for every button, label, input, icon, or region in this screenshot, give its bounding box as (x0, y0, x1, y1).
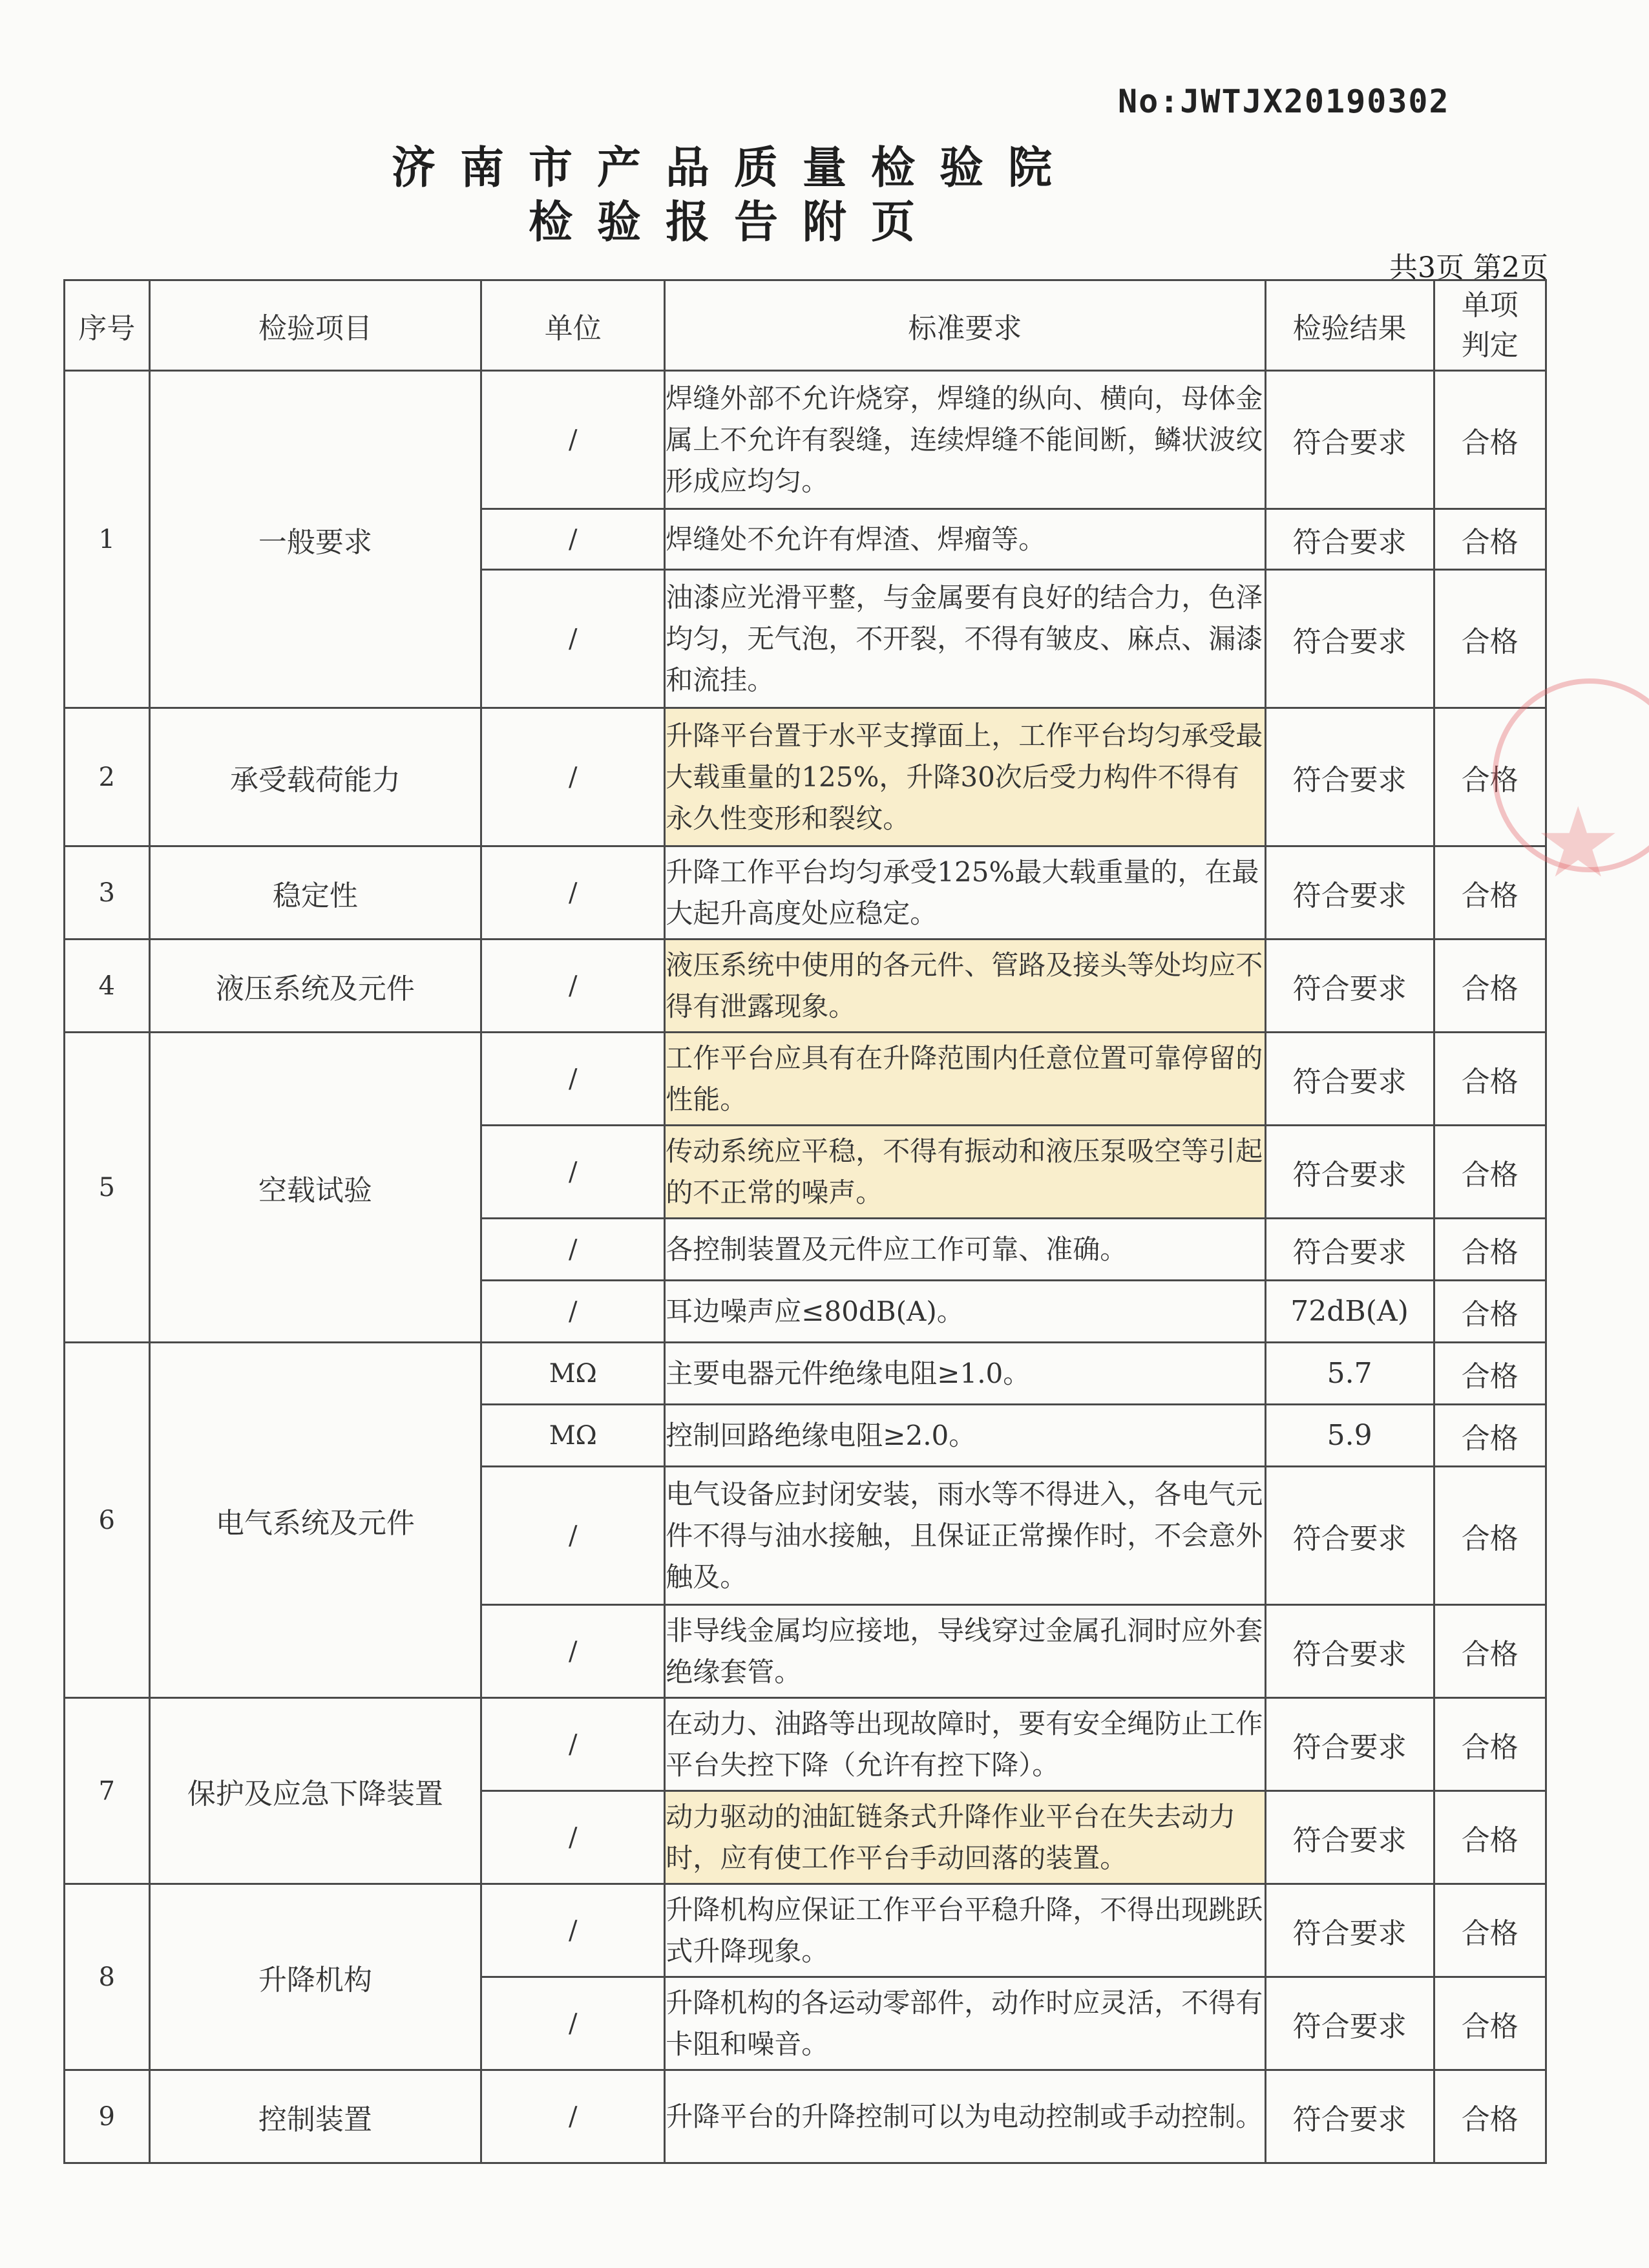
row-verdict: 合格 (1434, 1977, 1546, 2070)
table-row (65, 1884, 1546, 1977)
row-item: 控制装置 (149, 2070, 481, 2163)
row-unit: MΩ (481, 1405, 665, 1467)
row-verdict: 合格 (1434, 1698, 1546, 1791)
row-unit: / (481, 1977, 665, 2070)
row-item: 保护及应急下降装置 (149, 1698, 481, 1884)
row-unit: / (481, 940, 665, 1033)
row-standard: 液压系统中使用的各元件、管路及接头等处均应不得有泄露现象。 (665, 940, 1265, 1033)
row-standard: 在动力、油路等出现故障时，要有安全绳防止工作平台失控下降（允许有控下降）。 (665, 1698, 1265, 1791)
row-unit: / (481, 1884, 665, 1977)
row-verdict: 合格 (1434, 1281, 1546, 1343)
row-seq: 6 (65, 1343, 150, 1698)
row-verdict: 合格 (1434, 2070, 1546, 2163)
header-item: 检验项目 (149, 280, 481, 371)
row-verdict: 合格 (1434, 1467, 1546, 1605)
inspection-table (63, 279, 1547, 2164)
table-row (65, 846, 1546, 940)
row-item: 空载试验 (149, 1033, 481, 1343)
table-row (65, 371, 1546, 509)
row-standard: 耳边噪声应≤80dB(A)。 (665, 1281, 1265, 1343)
row-verdict: 合格 (1434, 1219, 1546, 1281)
table-header-row (65, 280, 1546, 371)
row-result: 符合要求 (1265, 1791, 1434, 1884)
row-unit: / (481, 570, 665, 708)
document-number: No:JWTJX20190302 (1118, 83, 1450, 120)
row-unit: / (481, 371, 665, 509)
row-result: 符合要求 (1265, 1467, 1434, 1605)
row-seq: 5 (65, 1033, 150, 1343)
row-verdict: 合格 (1434, 1126, 1546, 1219)
institution-title: 济南市产品质量检验院 (391, 142, 1077, 194)
header-standard: 标准要求 (665, 280, 1265, 371)
row-verdict: 合格 (1434, 1884, 1546, 1977)
seal-star-icon: ★ (1535, 787, 1622, 899)
row-standard: 焊缝处不允许有焊渣、焊瘤等。 (665, 509, 1265, 570)
row-result: 符合要求 (1265, 1126, 1434, 1219)
row-unit: / (481, 708, 665, 846)
row-standard: 升降平台的升降控制可以为电动控制或手动控制。 (665, 2070, 1265, 2163)
row-standard: 非导线金属均应接地，导线穿过金属孔洞时应外套绝缘套管。 (665, 1605, 1265, 1698)
row-result: 符合要求 (1265, 509, 1434, 570)
table-row (65, 1698, 1546, 1791)
row-seq: 7 (65, 1698, 150, 1884)
row-verdict: 合格 (1434, 846, 1546, 940)
row-verdict: 合格 (1434, 1405, 1546, 1467)
row-result: 5.9 (1265, 1405, 1434, 1467)
row-seq: 1 (65, 371, 150, 708)
row-result: 符合要求 (1265, 1698, 1434, 1791)
row-result: 符合要求 (1265, 371, 1434, 509)
row-result: 5.7 (1265, 1343, 1434, 1405)
row-verdict: 合格 (1434, 940, 1546, 1033)
row-unit: / (481, 1698, 665, 1791)
table-row (65, 940, 1546, 1033)
row-standard: 焊缝外部不允许烧穿，焊缝的纵向、横向，母体金属上不允许有裂缝，连续焊缝不能间断，鳞状波纹形成应均匀。 (665, 371, 1265, 509)
row-standard: 各控制装置及元件应工作可靠、准确。 (665, 1219, 1265, 1281)
row-standard: 升降机构的各运动零部件，动作时应灵活，不得有卡阻和噪音。 (665, 1977, 1265, 2070)
table-row (65, 1343, 1546, 1405)
row-verdict: 合格 (1434, 1605, 1546, 1698)
table-row (65, 2070, 1546, 2163)
row-seq: 4 (65, 940, 150, 1033)
row-item: 一般要求 (149, 371, 481, 708)
row-verdict: 合格 (1434, 570, 1546, 708)
header-seq: 序号 (65, 280, 150, 371)
row-item: 电气系统及元件 (149, 1343, 481, 1698)
row-seq: 3 (65, 846, 150, 940)
row-standard: 控制回路绝缘电阻≥2.0。 (665, 1405, 1265, 1467)
row-unit: / (481, 846, 665, 940)
row-item: 稳定性 (149, 846, 481, 940)
page-info: 共3页 第2页 (1389, 251, 1548, 284)
header-verdict: 单项判定 (1434, 280, 1546, 371)
row-standard: 油漆应光滑平整，与金属要有良好的结合力，色泽均匀，无气泡，不开裂，不得有皱皮、麻点、漏漆和流挂。 (665, 570, 1265, 708)
row-unit: / (481, 1467, 665, 1605)
row-item: 承受载荷能力 (149, 708, 481, 846)
row-verdict: 合格 (1434, 708, 1546, 846)
row-result: 符合要求 (1265, 708, 1434, 846)
row-item: 液压系统及元件 (149, 940, 481, 1033)
row-unit: / (481, 1605, 665, 1698)
row-unit: / (481, 1033, 665, 1126)
row-result: 符合要求 (1265, 1033, 1434, 1126)
row-result: 符合要求 (1265, 1605, 1434, 1698)
report-subtitle: 检验报告附页 (528, 196, 940, 248)
row-verdict: 合格 (1434, 371, 1546, 509)
row-standard: 电气设备应封闭安装，雨水等不得进入，各电气元件不得与油水接触，且保证正常操作时，不会意外触及。 (665, 1467, 1265, 1605)
row-result: 符合要求 (1265, 1884, 1434, 1977)
row-result: 符合要求 (1265, 2070, 1434, 2163)
row-unit: / (481, 2070, 665, 2163)
row-result: 符合要求 (1265, 1977, 1434, 2070)
row-result: 符合要求 (1265, 846, 1434, 940)
header-unit: 单位 (481, 280, 665, 371)
row-item: 升降机构 (149, 1884, 481, 2070)
row-unit: MΩ (481, 1343, 665, 1405)
row-result: 符合要求 (1265, 1219, 1434, 1281)
row-standard: 工作平台应具有在升降范围内任意位置可靠停留的性能。 (665, 1033, 1265, 1126)
row-standard: 升降平台置于水平支撑面上，工作平台均匀承受最大载重量的125%，升降30次后受力构件不得有永久性变形和裂纹。 (665, 708, 1265, 846)
row-unit: / (481, 1219, 665, 1281)
row-standard: 升降机构应保证工作平台平稳升降，不得出现跳跃式升降现象。 (665, 1884, 1265, 1977)
row-seq: 9 (65, 2070, 150, 2163)
row-standard: 传动系统应平稳，不得有振动和液压泵吸空等引起的不正常的噪声。 (665, 1126, 1265, 1219)
row-result: 符合要求 (1265, 570, 1434, 708)
table-row (65, 708, 1546, 846)
row-unit: / (481, 1791, 665, 1884)
row-standard: 升降工作平台均匀承受125%最大载重量的，在最大起升高度处应稳定。 (665, 846, 1265, 940)
row-standard: 动力驱动的油缸链条式升降作业平台在失去动力时，应有使工作平台手动回落的装置。 (665, 1791, 1265, 1884)
row-result: 72dB(A) (1265, 1281, 1434, 1343)
row-unit: / (481, 509, 665, 570)
row-unit: / (481, 1126, 665, 1219)
header-result: 检验结果 (1265, 280, 1434, 371)
row-verdict: 合格 (1434, 1791, 1546, 1884)
row-standard: 主要电器元件绝缘电阻≥1.0。 (665, 1343, 1265, 1405)
table-row (65, 1033, 1546, 1126)
row-seq: 8 (65, 1884, 150, 2070)
row-result: 符合要求 (1265, 940, 1434, 1033)
row-unit: / (481, 1281, 665, 1343)
row-verdict: 合格 (1434, 509, 1546, 570)
row-verdict: 合格 (1434, 1343, 1546, 1405)
row-verdict: 合格 (1434, 1033, 1546, 1126)
row-seq: 2 (65, 708, 150, 846)
